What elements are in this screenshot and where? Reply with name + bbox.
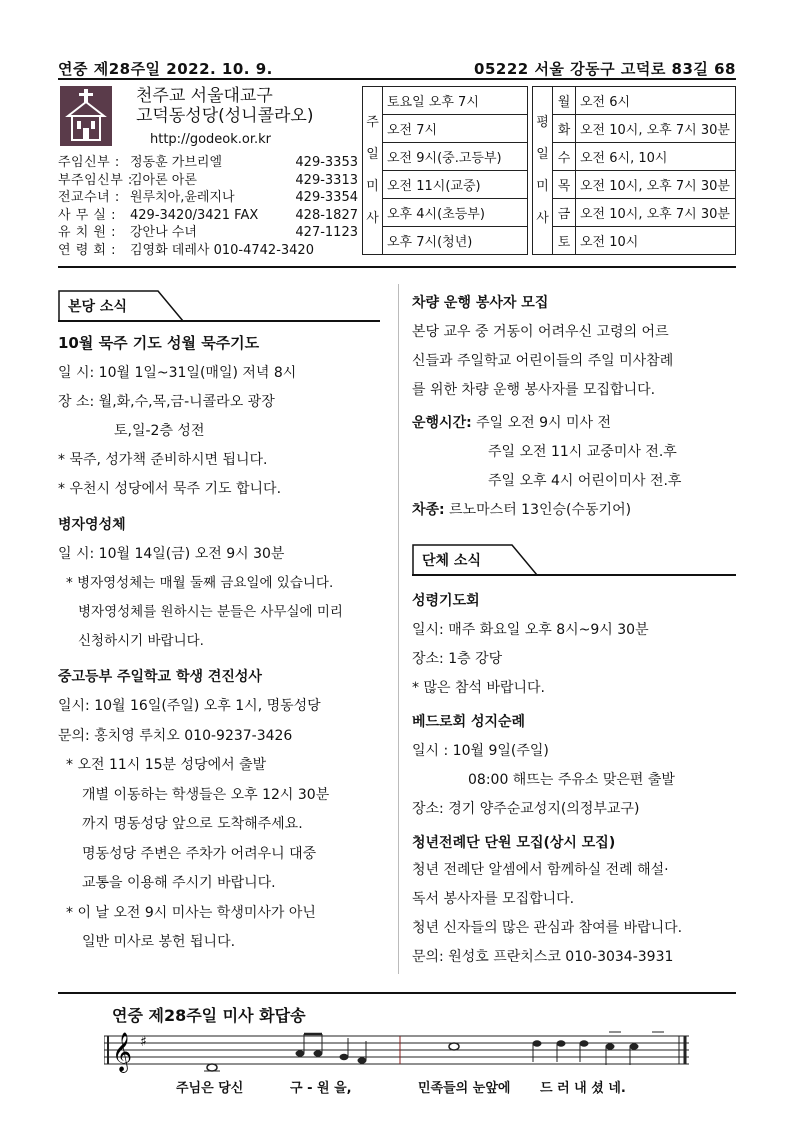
- section-header-groups: [412, 544, 736, 572]
- schedule-label: 운행시간:: [412, 415, 472, 431]
- liturgy-recruit-body: [412, 856, 738, 972]
- bulletin-header: [58, 58, 736, 79]
- sick-communion-heading: 병자영성체: [58, 517, 126, 533]
- svg-text:𝄞: 𝄞: [112, 1032, 133, 1072]
- staff-row: [58, 189, 358, 207]
- confirmation-line: 까지 명동성당 앞으로 도착해주세요.: [82, 816, 303, 832]
- church-address: 05222 서울 강동구 고덕로 83길 68: [474, 60, 736, 78]
- confirmation-line: * 오전 11시 15분 성당에서 출발: [66, 757, 267, 773]
- vehicle-line: 본당 교우 중 거동이 어려우신 고령의 어르: [412, 324, 669, 340]
- rosary-heading: 10월 묵주 기도 성월 묵주기도: [58, 334, 260, 352]
- weekday: 목: [553, 171, 576, 199]
- weekday-mass-table: [532, 86, 736, 255]
- rosary-line: * 우천시 성당에서 묵주 기도 합니다.: [58, 481, 282, 497]
- staff-phone: 429-3354: [295, 190, 358, 205]
- mass-time: 오후 4시(초등부): [383, 199, 528, 227]
- column-divider: [398, 284, 399, 974]
- section-title: 단체 소식: [422, 553, 481, 569]
- weekday-time: 오전 6시: [576, 87, 736, 115]
- staff-phone: 429-3313: [295, 172, 358, 188]
- psalm-title: 연중 제28주일 미사 화답송: [112, 1006, 306, 1025]
- music-lyrics: [104, 1077, 694, 1097]
- staff-name: 원루치아,윤레지나: [130, 190, 235, 205]
- confirmation-line: 명동성당 주변은 주차가 어려우니 대중: [82, 845, 317, 862]
- staff-phone: 428-1827: [295, 207, 358, 223]
- sick-line: 신청하시기 바랍니다.: [78, 633, 204, 649]
- confirmation-line: 교통을 이용해 주시기 바랍니다.: [82, 875, 276, 891]
- schedule-time: 주일 오전 11시 교중미사 전.후: [488, 444, 677, 460]
- rosary-line: 일 시: 10월 1일~31일(매일) 저녁 8시: [58, 365, 297, 381]
- mass-time: 오전 9시(중.고등부): [383, 143, 528, 171]
- staff-row: [58, 207, 358, 225]
- confirmation-line: 개별 이동하는 학생들은 오후 12시 30분: [82, 786, 330, 803]
- confirmation-line: 문의: 홍치영 루치오 010-9237-3426: [58, 727, 293, 744]
- mass-time: 오전 11시(교중): [383, 171, 528, 199]
- pilgrimage-line: 장소: 경기 양주순교성지(의정부교구): [412, 801, 640, 817]
- mass-time: 오전 7시: [383, 115, 528, 143]
- weekday: 월: [553, 87, 576, 115]
- pilgrimage-line: 일시 : 10월 9일(주일): [412, 743, 549, 759]
- staff-label: 주임신부 :: [58, 155, 120, 170]
- weekday: 금: [553, 199, 576, 227]
- sick-line: 병자영성체를 원하시는 분들은 사무실에 미리: [78, 604, 343, 620]
- prayer-line: 장소: 1층 강당: [412, 651, 503, 667]
- staff-row: [58, 242, 358, 260]
- mass-time: 오후 7시(청년): [383, 227, 528, 255]
- staff-name: 429-3420/3421 FAX: [130, 207, 259, 223]
- vehicle-type-label: 차종:: [412, 502, 445, 518]
- weekday: 토: [553, 227, 576, 255]
- sick-line: 일 시: 10월 14일(금) 오전 9시 30분: [58, 546, 285, 562]
- staff-row: [58, 172, 358, 190]
- side-char: 평: [536, 114, 549, 130]
- section-title: 본당 소식: [68, 299, 127, 315]
- vehicle-type: 르노마스터 13인승(수동기어): [449, 502, 632, 518]
- sunday-mass-label: [363, 87, 383, 255]
- weekday-time: 오전 10시: [576, 227, 736, 255]
- prayer-group-heading: 성령기도회: [412, 593, 480, 609]
- side-char: 일: [536, 146, 549, 162]
- section-header-parish: [58, 290, 380, 318]
- prayer-group-body: [412, 616, 738, 703]
- confirmation-heading: 중고등부 주일학교 학생 견진성사: [58, 669, 262, 685]
- confirmation-line: * 이 날 오전 9시 미사는 학생미사가 아닌: [66, 904, 316, 921]
- church-name-line1: 천주교 서울대교구: [136, 86, 273, 106]
- side-char: 미: [536, 178, 549, 194]
- liturgy-recruit-heading: 청년전례단 단원 모집(상시 모집): [412, 835, 616, 851]
- confirmation-line: 일시: 10월 16일(주일) 오후 1시, 명동성당: [58, 698, 321, 714]
- staff-name: 김아론 아론: [130, 172, 197, 188]
- schedule-time: 주일 오전 9시 미사 전: [476, 415, 612, 431]
- music-top-rule: [58, 992, 736, 994]
- weekday-time: 오전 6시, 10시: [576, 143, 736, 171]
- sick-line: * 병자영성체는 매월 둘째 금요일에 있습니다.: [66, 575, 334, 591]
- church-name-line2: 고덕동성당(성니콜라오): [136, 106, 314, 126]
- church-url[interactable]: http://godeok.or.kr: [150, 132, 272, 147]
- top-rule: [58, 78, 736, 80]
- prayer-line: 일시: 매주 화요일 오후 8시~9시 30분: [412, 622, 649, 638]
- pilgrimage-body: [412, 737, 738, 824]
- staff-name: 김영화 데레사 010-4742-3420: [130, 242, 314, 258]
- liturgy-line: 청년 전례단 알셈에서 함께하실 전례 해설·: [412, 862, 669, 878]
- lyric-segment: 주님은 당신: [176, 1081, 244, 1096]
- staff-name: 정동훈 가브리엘: [130, 155, 223, 170]
- vehicle-body: [412, 318, 738, 405]
- liturgy-line: 청년 신자들의 많은 관심과 참여를 바랍니다.: [412, 920, 683, 936]
- rosary-line: 장 소: 월,화,수,목,금-니콜라오 광장: [58, 394, 275, 410]
- groups-column: [412, 590, 738, 972]
- header-bottom-rule: [58, 266, 736, 268]
- side-char: 일: [366, 146, 379, 162]
- vehicle-heading: 차량 운행 봉사자 모집: [412, 295, 549, 311]
- staff-name: 강안나 수녀: [130, 225, 197, 240]
- side-char: 주: [366, 114, 379, 130]
- weekday: 화: [553, 115, 576, 143]
- lyric-segment: 민족들의 눈앞에: [418, 1081, 511, 1096]
- side-char: 미: [366, 178, 379, 194]
- left-column: [58, 332, 388, 958]
- mass-time: 토요일 오후 7시: [383, 87, 528, 115]
- staff-row: [58, 154, 358, 172]
- right-column: [412, 292, 738, 525]
- staff-label: 전교수녀 :: [58, 190, 120, 205]
- sick-communion-body: [58, 540, 388, 656]
- weekday-time: 오전 10시, 오후 7시 30분: [576, 171, 736, 199]
- lyric-segment: 구 - 원 을,: [290, 1081, 352, 1096]
- staff-phone: 427-1123: [295, 225, 358, 240]
- liturgy-line: 독서 봉사자를 모집합니다.: [412, 891, 575, 907]
- confirmation-line: 일반 미사로 봉헌 됩니다.: [82, 934, 236, 950]
- weekday: 수: [553, 143, 576, 171]
- sunday-mass-table: [362, 86, 528, 255]
- pilgrimage-line: 08:00 해뜨는 주유소 맞은편 출발: [468, 772, 675, 788]
- church-logo: [60, 86, 112, 146]
- vehicle-schedule: [412, 409, 738, 525]
- svg-text:♯: ♯: [140, 1034, 147, 1050]
- pilgrimage-heading: 베드로회 성지순례: [412, 714, 526, 730]
- rosary-line: * 묵주, 성가책 준비하시면 됩니다.: [58, 452, 268, 468]
- prayer-line: * 많은 참석 바랍니다.: [412, 680, 545, 696]
- staff-label: 사 무 실 :: [58, 207, 116, 223]
- lyric-segment: 드 러 내 셨 네.: [540, 1081, 626, 1096]
- staff-label: 부주임신부 :: [58, 172, 133, 188]
- staff-phone: 429-3353: [295, 155, 358, 170]
- staff-row: [58, 224, 358, 242]
- rosary-body: [58, 359, 388, 504]
- staff-label: 연 령 회 :: [58, 242, 116, 258]
- staff-list: [58, 154, 358, 259]
- vehicle-line: 신들과 주일학교 어린이들의 주일 미사참례: [412, 353, 674, 369]
- issue-date: 연중 제28주일 2022. 10. 9.: [58, 60, 273, 78]
- schedule-time: 주일 오후 4시 어린이미사 전.후: [488, 473, 682, 489]
- confirmation-body: [58, 692, 388, 958]
- weekday-time: 오전 10시, 오후 7시 30분: [576, 115, 736, 143]
- vehicle-line: 를 위한 차량 운행 봉사자를 모집합니다.: [412, 382, 656, 398]
- staff-label: 유 치 원 :: [58, 225, 116, 240]
- rosary-line: 토,일-2층 성전: [114, 423, 205, 439]
- church-name: [136, 86, 313, 126]
- weekday-mass-label: [533, 87, 553, 255]
- side-char: 사: [366, 210, 379, 226]
- weekday-time: 오전 10시, 오후 7시 30분: [576, 199, 736, 227]
- side-char: 사: [536, 210, 549, 226]
- liturgy-line: 문의: 원성호 프란치스코 010-3034-3931: [412, 949, 674, 965]
